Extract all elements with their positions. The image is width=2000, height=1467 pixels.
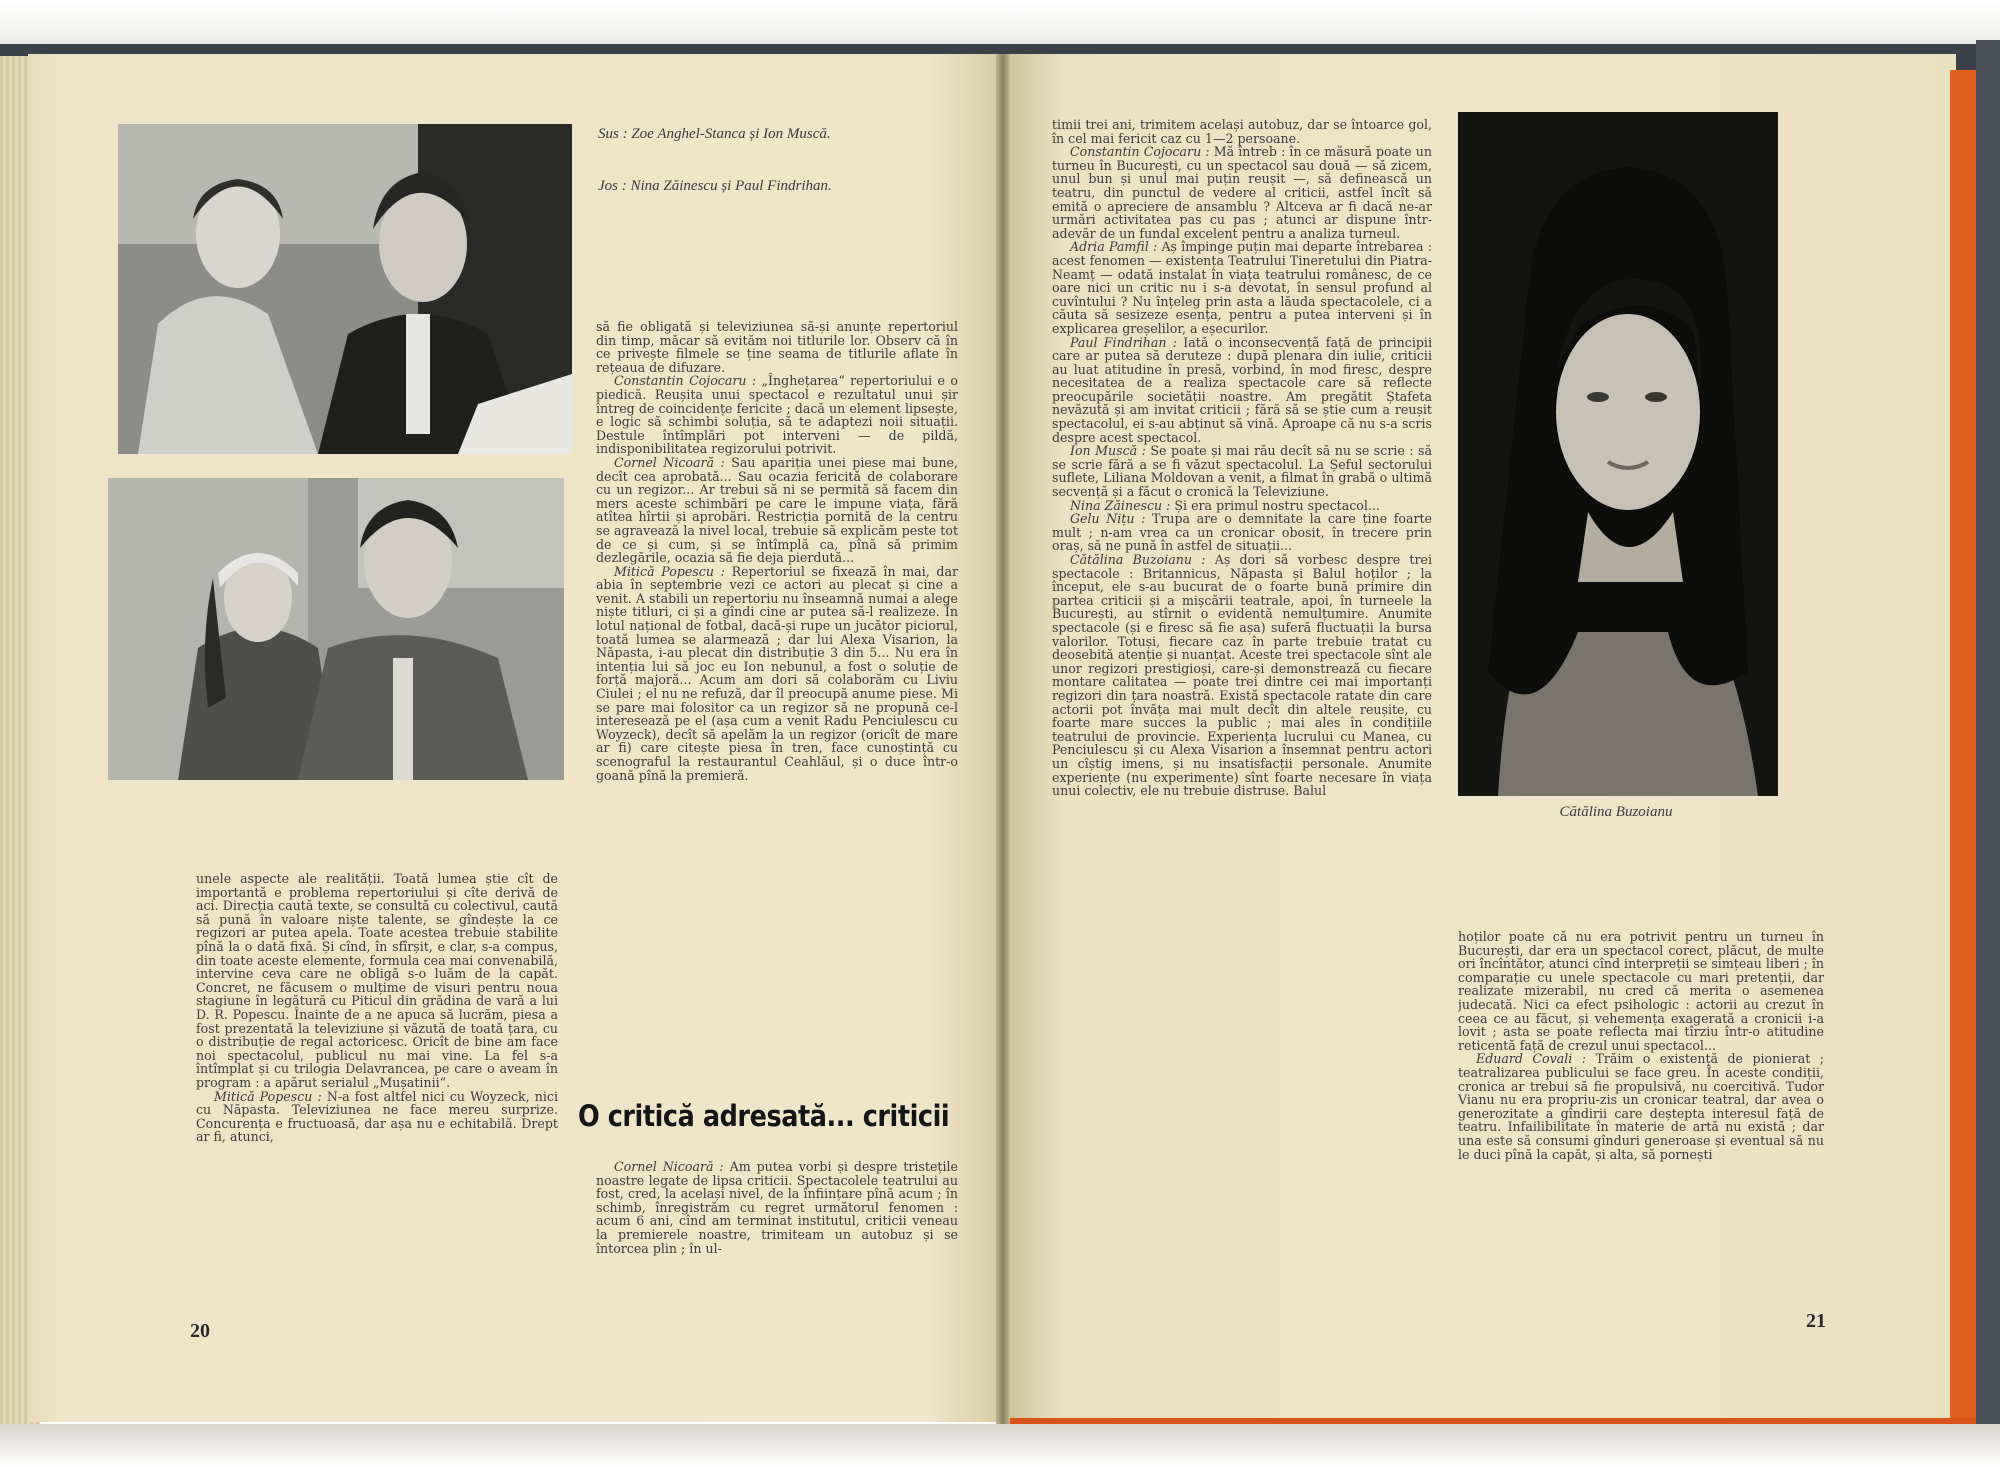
book-gutter [996, 54, 1010, 1426]
paragraph: Mitică Popescu : N-a fost altfel nici cu Woyzeck, nici cu Năpasta. Televiziunea ne face mereu surprize. Concurența e fructuoasă, dar așa nu e echitabilă. Drept ar fi, atunci, [196, 1088, 558, 1145]
right-page-column-2 [1458, 930, 1824, 1300]
paragraph: Paul Findrihan : Iată o inconsecvență față de principii care ar putea să deruteze : după plenara din iulie, criticii au luat atitudine în presă, vorbind, în mod firesc, despre necesitatea de a realiza spectacole care să reflecte preocupările societății noastre. Am pregătit Ștafeta nevăzută și am invitat criticii ; fără să se știe cum a reușit spectacolul, ei s-au abținut să vină. Aproape că nu s-a scris despre acest spectacol. [1052, 334, 1432, 445]
caption-top [598, 126, 868, 142]
book-cover-bottom [0, 1424, 2000, 1467]
paragraph: Constantin Cojocaru : „Înghețarea“ repertoriului e o piedică. Reușita unui spectacol e rezultatul unui șir întreg de coincidențe fericite ; dacă un element lipsește, e logic să schimbi soluția, să te adaptezi noii situații. Destule întîmplări pot interveni — de pildă, indisponibilitatea regizorului potrivit. [596, 373, 958, 457]
paragraph: Eduard Covali : Trăim o existență de pionierat ; teatralizarea publicului se face greu. În aceste condiții, cronica ar trebui să fie propulsivă, nu coercitivă. Tudor Vianu nu era propriu-zis un cronicar teatral, dar avea o generozitate a gîndirii care deștepta interesul față de teatru. Infailibilitate în materie de artă nu există ; dar una este să consumi gînduri generoase și eventual să nu le duci pînă la capăt, și alta, să pornești [1458, 1051, 1824, 1162]
page-number-left: 20 [190, 1320, 210, 1342]
left-page-column-2-lower [596, 1160, 958, 1300]
paragraph: să fie obligată și televiziunea să-și anunțe repertoriul din timp, măcar să evităm noi titlurile lor. Observ că în ce privește filmele se ține seama de titlurile aflate în rețeaua de difuzare. [596, 320, 958, 375]
caption-bottom [598, 178, 868, 194]
paragraph: hoților poate că nu era potrivit pentru un turneu în București, dar era un spectacol corect, plăcut, de multe ori încîntător, atunci cînd interpreții se simțeau liberi ; în comparație cu unele spectacole cu mari pretenții, dar realizate mizerabil, nu cred că merita o asemenea judecată. Nici ca efect psihologic : actorii au crezut în ceea ce au făcut, și vehemența exagerată a cronicii i-a lovit ; asta se poate reflecta mai tîrziu într-o atitudine reticentă față de crezul unui spectacol... [1458, 930, 1824, 1053]
paragraph: Gelu Nițu : Trupa are o demnitate la care ține foarte mult ; n-am vrea ca un cronicar obosit, în trecere prin oraș, să ne pună în astfel de situații... [1052, 511, 1432, 554]
page-edge-orange [1950, 70, 1976, 1428]
caption-bottom-prefix: Jos : [598, 178, 627, 194]
paragraph: Cornel Nicoară : Sau apariția unei piese mai bune, decît cea aprobată... Sau ocazia fericită de colaborare cu un regizor... Ar trebui să ni se permită să facem din mers aceste schimbări pe care le impune viața, fără atîtea hîrtii și aprobări. Restricția pornită de la centru se agravează la nivel local, trebuie să explicăm peste tot de ce și cum, și se întîmplă ca, pînă să primim dezlegările, ocazia să fie deja pierdută... [596, 454, 958, 566]
paragraph: Ion Muscă : Se poate și mai rău decît să nu se scrie : să se scrie fără a se fi văzut spectacolul. La Șeful sectorului suflete, Liliana Moldovan a venit, a filmat în grabă o ultimă secvență și a făcut o cronică la Televiziune. [1052, 443, 1432, 500]
photo-caption-right: Cătălina Buzoianu [1559, 804, 1673, 820]
caption-bottom-names: Nina Zăinescu și Paul Findrihan. [630, 178, 832, 194]
paragraph: Adria Pamfil : Aș împinge puțin mai departe întrebarea : acest fenomen — existența Teatrului Tineretului din Piatra-Neamț — odată instalat în viața teatrului românesc, de ce oare nici un critic nu i s-a devotat, în sensul profund al cuvîntului ? Nu înțeleg prin asta a lăuda spectacolele, ci a căuta să sesizeze esența, pentru a putea interveni și în explicarea greșelilor, a eșecurilor. [1052, 239, 1432, 336]
paragraph: Mitică Popescu : Repertoriul se fixează în mai, dar abia în septembrie vezi ce actori au plecat și cine a venit. A stabili un repertoriu nu înseamnă numai a alege niște titluri, ci și a gîndi cine ar putea să-l realizeze. În lotul național de fotbal, dacă-și rupe un jucător piciorul, toată lumea se alarmează ; dar lui Alexa Visarion, la Năpasta, i-au plecat din distribuție 3 din 5... Nu era în intenția lui să joc eu Ion nebunul, a fost o soluție de forță majoră... Acum am dori să colaborăm cu Liviu Ciulei ; el nu ne refuză, dar îl preocupă anume piese. Mi se pare mai folositor ca un regizor să ne propună ce-l interesează pe el (așa cum a venit Radu Penciulescu cu Woyzeck), decît să apelăm la un regizor (oricît de mare ar fi) care citește piesa în tren, face cunoștință cu scenograful la restaurantul Ceahlăul, și o duce într-o goană pînă la premieră. [596, 563, 958, 783]
photo-bottom-two-people [108, 478, 564, 780]
book-cover-right [1976, 40, 2000, 1440]
photo-catalina-buzoianu [1458, 112, 1778, 796]
paragraph: Cornel Nicoară : Am putea vorbi și despre tristețile noastre legate de lipsa criticii. Spectacolele teatrului au fost, cred, la același nivel, de la înființare pînă acum ; în schimb, înregistrăm cu regret următorul fenomen : acum 6 ani, cînd am terminat institutul, criticii veneau la premierele noastre, trimiteam un autobuz și se întorcea plin ; în ul- [596, 1160, 958, 1256]
caption-top-names: Zoe Anghel-Stanca și Ion Muscă. [631, 126, 831, 142]
left-page-column-2 [596, 320, 958, 1050]
paragraph: timii trei ani, trimitem același autobuz, dar se întoarce gol, în cel mai fericit caz cu 1—2 persoane. [1052, 118, 1432, 146]
photo-top-two-people [118, 124, 572, 454]
paragraph: Nina Zăinescu : Și era primul nostru spectacol... [1070, 497, 1380, 513]
left-page-column-1 [196, 872, 558, 1292]
right-page-column-1 [1052, 118, 1432, 1296]
page-number-right: 21 [1806, 1310, 1826, 1332]
paragraph: unele aspecte ale realității. Toată lumea știe cît de importantă e problema repertoriului și cîte derivă de aci. Direcția caută texte, se consultă cu colectivul, caută să pună în valoare niște talente, se gîndește la ce regizori ar putea apela. Toate acestea trebuie stabilite pînă la o dată fixă. Și cînd, în sfîrșit, e clar, s-a compus, din toate aceste elemente, formula cea mai convenabilă, intervine ceva care ne obligă s-o luăm de la capăt. Concret, ne făcusem o mulțime de visuri pentru noua stagiune în legătură cu Piticul din grădina de vară a lui D. R. Popescu. Înainte de a ne apuca să lucrăm, piesa a fost prezentată la televiziune și văzută de toată țara, cu o distribuție de regal actoricesc. Oricît de bine am face noi spectacolul, publicul nu mai vine. La fel s-a întîmplat și cu trilogia Delavrancea, pe care o aveam în program : a apărut serialul „Mușatinii“. [196, 872, 558, 1090]
caption-top-prefix: Sus : [598, 126, 628, 142]
paragraph: Cătălina Buzoianu : Aș dori să vorbesc despre trei spectacole : Britannicus, Năpasta și Balul hoților ; la început, ele s-au bucurat de o foarte bună primire din partea criticii și a mișcării teatrale, apoi, în turneele la București, au stîrnit o evidentă nemulțumire. Anumite spectacole (și e firesc să fie așa) suferă fluctuații la bursa valorilor. Totuși, fiecare caz în parte trebuie tratat cu deosebită atenție și nuanțat. Aceste trei spectacole sînt ale unor regizori prestigioși, care-și demonstrează cu fiecare montare calitatea — poate trei dintre cei mai importanți regizori din țara noastră. Există spectacole ratate din care actorii pot învăța mai mult decît din altele reușite, cu foarte mare succes la public ; mai ales în condițiile teatrului de provincie. Experiența lucrului cu Manea, cu Penciulescu și cu Alexa Visarion a însemnat pentru actori un cîștig imens, și nu insatisfacții personale. Anumite experiențe (nu experimente) sînt foarte necesare în viața unui colectiv, ele nu trebuie distruse. Balul [1052, 552, 1432, 799]
paragraph: Constantin Cojocaru : Mă întreb : în ce măsură poate un turneu în București, cu un spectacol sau două — să zicem, unul bun și unul mai puțin reușit —, să definească un teatru, din punctul de vedere al criticii, astfel încît să emită o apreciere de ansamblu ? Altceva ar fi dacă ne-ar urmări activitatea pas cu pas ; atunci ar dispune într-adevăr de un fundal excelent pentru a analiza turneul. [1052, 144, 1432, 241]
article-headline: O critică adresată... criticii [578, 1099, 950, 1133]
